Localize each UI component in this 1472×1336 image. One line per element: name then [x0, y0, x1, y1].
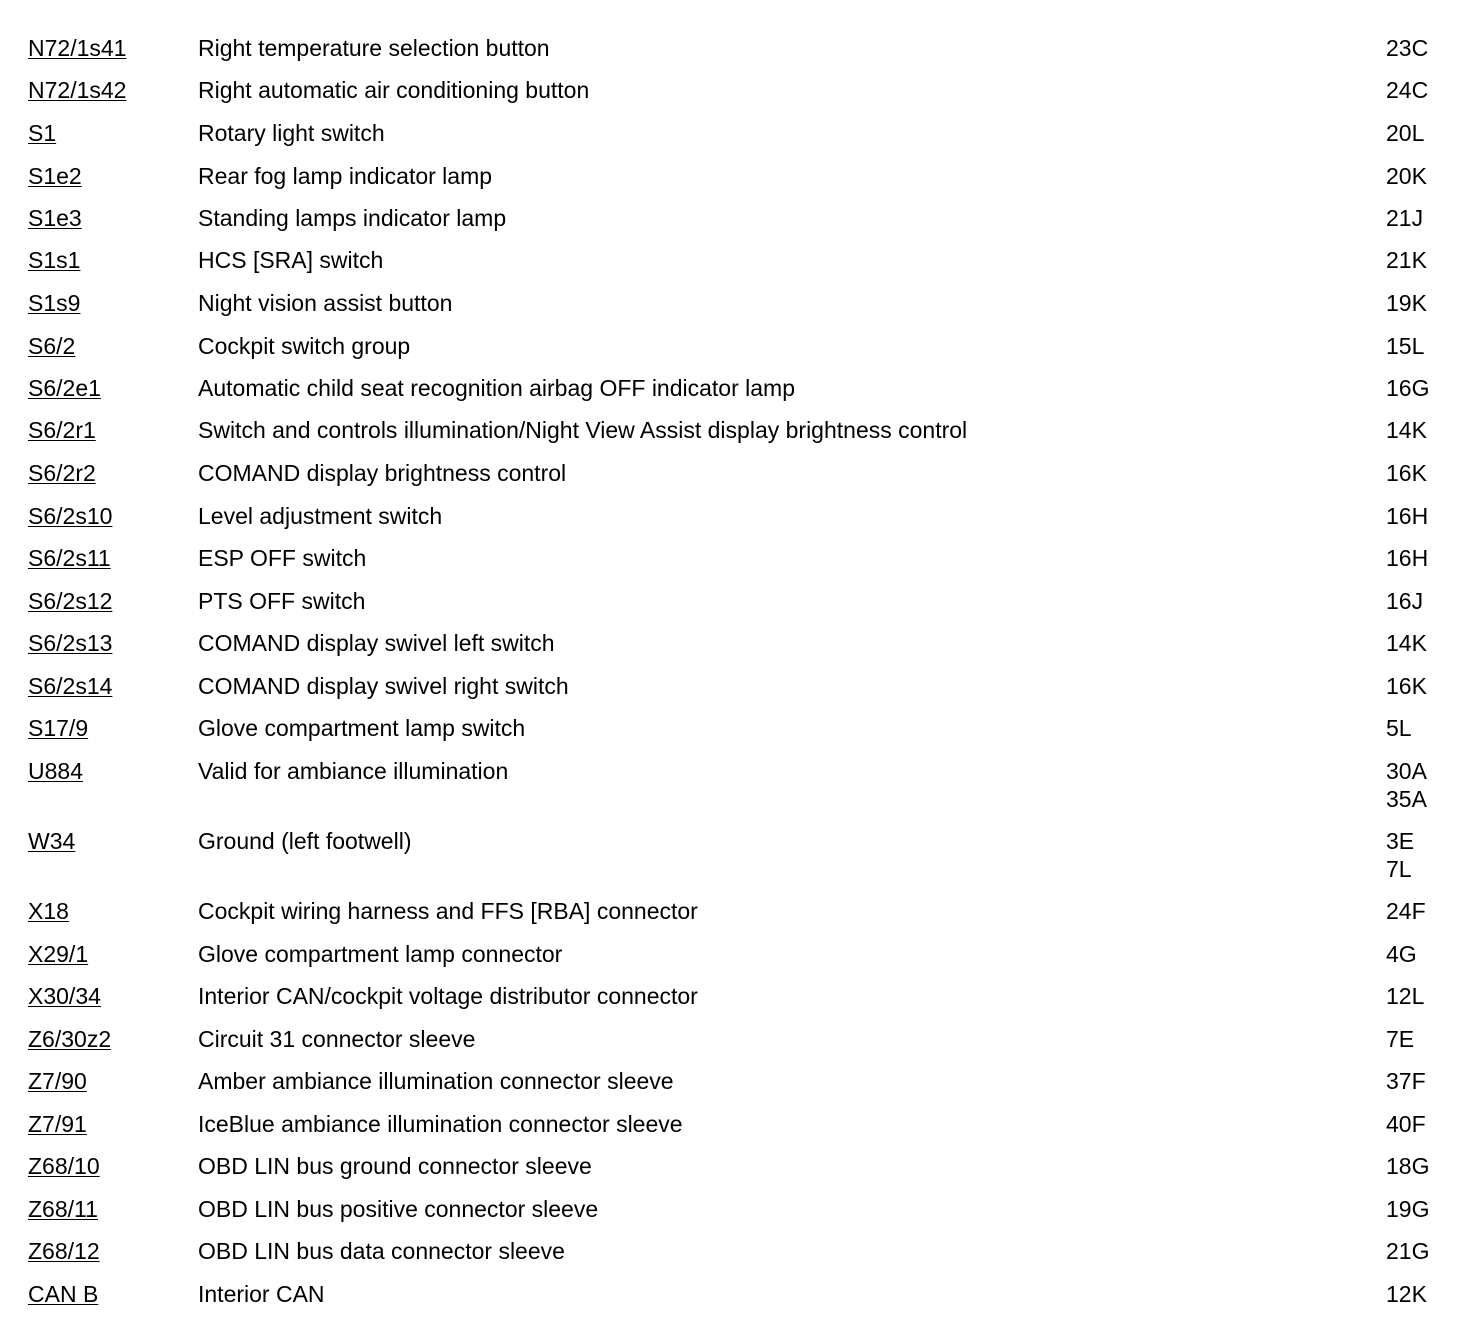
component-description: Right automatic air conditioning button	[198, 77, 590, 103]
component-code-link[interactable]: S1e3	[28, 205, 82, 231]
component-description: OBD LIN bus data connector sleeve	[198, 1238, 565, 1264]
grid-reference-value: 37F	[1386, 1068, 1426, 1094]
component-code-link[interactable]: Z7/91	[28, 1111, 87, 1137]
grid-reference-value: 7L	[1386, 856, 1412, 882]
grid-reference	[1386, 332, 1424, 360]
component-code-link[interactable]: S1e2	[28, 163, 82, 189]
grid-reference	[1386, 827, 1414, 883]
component-description: OBD LIN bus ground connector sleeve	[198, 1153, 592, 1179]
grid-reference-value: 18G	[1386, 1153, 1430, 1179]
grid-reference	[1386, 897, 1426, 925]
grid-reference	[1386, 757, 1427, 813]
grid-reference-value: 30A	[1386, 758, 1427, 784]
grid-reference-value: 24C	[1386, 77, 1429, 103]
component-description: COMAND display brightness control	[198, 460, 567, 486]
component-description: Level adjustment switch	[198, 503, 443, 529]
grid-reference	[1386, 940, 1417, 968]
grid-reference-value: 12L	[1386, 983, 1425, 1009]
component-code-link[interactable]: X18	[28, 898, 69, 924]
grid-reference	[1386, 502, 1428, 530]
grid-reference	[1386, 1237, 1429, 1265]
grid-reference	[1386, 459, 1427, 487]
grid-reference-value: 20L	[1386, 120, 1425, 146]
grid-reference-value: 4G	[1386, 941, 1417, 967]
component-code-link[interactable]: Z6/30z2	[28, 1026, 112, 1052]
grid-reference	[1386, 246, 1427, 274]
component-description: Standing lamps indicator lamp	[198, 205, 507, 231]
component-description: Interior CAN/cockpit voltage distributor connector	[198, 983, 698, 1009]
grid-reference-value: 16G	[1386, 375, 1430, 401]
grid-reference-value: 5L	[1386, 715, 1412, 741]
component-description: PTS OFF switch	[198, 588, 366, 614]
grid-reference	[1386, 1152, 1429, 1180]
component-code-link[interactable]: S6/2	[28, 333, 76, 359]
component-description: IceBlue ambiance illumination connector sleeve	[198, 1111, 683, 1137]
component-description: Interior CAN	[198, 1281, 325, 1307]
grid-reference-value: 21J	[1386, 205, 1424, 231]
grid-reference-value: 40F	[1386, 1111, 1426, 1137]
grid-reference	[1386, 34, 1428, 62]
component-code-link[interactable]: CAN B	[28, 1281, 99, 1307]
grid-reference-value: 19K	[1386, 290, 1427, 316]
component-code-link[interactable]: Z68/11	[28, 1196, 98, 1222]
component-code-link[interactable]: S6/2s14	[28, 673, 113, 699]
component-description: ESP OFF switch	[198, 545, 367, 571]
component-description: Rear fog lamp indicator lamp	[198, 163, 493, 189]
grid-reference-value: 19G	[1386, 1196, 1430, 1222]
component-description: Valid for ambiance illumination	[198, 758, 509, 784]
component-code-link[interactable]: N72/1s41	[28, 35, 127, 61]
grid-reference	[1386, 119, 1424, 147]
grid-reference-value: 7E	[1386, 1026, 1415, 1052]
grid-reference	[1386, 1110, 1426, 1138]
grid-reference	[1386, 982, 1424, 1010]
grid-reference	[1386, 629, 1427, 657]
grid-reference	[1386, 1025, 1414, 1053]
grid-reference-value: 35A	[1386, 786, 1427, 812]
grid-reference-value: 16H	[1386, 503, 1429, 529]
component-code-link[interactable]: S1	[28, 120, 57, 146]
grid-reference	[1386, 289, 1427, 317]
grid-reference	[1386, 76, 1428, 104]
grid-reference	[1386, 162, 1427, 190]
component-code-link[interactable]: S6/2r1	[28, 417, 96, 443]
component-code-link[interactable]: S6/2r2	[28, 460, 96, 486]
grid-reference-value: 21K	[1386, 247, 1427, 273]
component-description: COMAND display swivel left switch	[198, 630, 555, 656]
grid-reference-value: 14K	[1386, 417, 1427, 443]
component-code-link[interactable]: S6/2e1	[28, 375, 101, 401]
component-description: Cockpit switch group	[198, 333, 411, 359]
component-code-link[interactable]: W34	[28, 828, 76, 854]
grid-reference-value: 20K	[1386, 163, 1427, 189]
component-code-link[interactable]: X29/1	[28, 941, 89, 967]
component-code-link[interactable]: S6/2s10	[28, 503, 113, 529]
component-description: Switch and controls illumination/Night View Assist display brightness control	[198, 417, 968, 443]
component-description: Cockpit wiring harness and FFS [RBA] connector	[198, 898, 698, 924]
component-code-link[interactable]: Z68/10	[28, 1153, 100, 1179]
component-description: Right temperature selection button	[198, 35, 550, 61]
component-description: Glove compartment lamp switch	[198, 715, 526, 741]
component-code-link[interactable]: X30/34	[28, 983, 101, 1009]
component-description: Rotary light switch	[198, 120, 385, 146]
component-code-link[interactable]: S6/2s13	[28, 630, 113, 656]
component-description: OBD LIN bus positive connector sleeve	[198, 1196, 599, 1222]
component-code-link[interactable]: N72/1s42	[28, 77, 127, 103]
component-code-link[interactable]: S1s9	[28, 290, 81, 316]
grid-reference-value: 24F	[1386, 898, 1426, 924]
grid-reference-value: 21G	[1386, 1238, 1430, 1264]
grid-reference-value: 16H	[1386, 545, 1429, 571]
grid-reference	[1386, 1195, 1429, 1223]
component-description: Ground (left footwell)	[198, 828, 412, 854]
grid-reference-value: 16K	[1386, 673, 1427, 699]
grid-reference	[1386, 1067, 1426, 1095]
grid-reference-value: 23C	[1386, 35, 1429, 61]
grid-reference	[1386, 672, 1427, 700]
grid-reference	[1386, 544, 1428, 572]
component-code-link[interactable]: S6/2s11	[28, 545, 111, 571]
grid-reference	[1386, 416, 1427, 444]
grid-reference	[1386, 714, 1412, 742]
grid-reference-value: 15L	[1386, 333, 1425, 359]
component-description: Automatic child seat recognition airbag OFF indicator lamp	[198, 375, 796, 401]
grid-reference-value: 16K	[1386, 460, 1427, 486]
grid-reference-value: 3E	[1386, 828, 1415, 854]
component-description: Night vision assist button	[198, 290, 453, 316]
component-code-link[interactable]: S17/9	[28, 715, 89, 741]
grid-reference	[1386, 1280, 1427, 1308]
component-description: HCS [SRA] switch	[198, 247, 384, 273]
component-code-link[interactable]: Z68/12	[28, 1238, 100, 1264]
component-description: Amber ambiance illumination connector sleeve	[198, 1068, 674, 1094]
grid-reference	[1386, 204, 1423, 232]
component-description: COMAND display swivel right switch	[198, 673, 569, 699]
component-code-link[interactable]: U884	[28, 758, 83, 784]
component-description: Circuit 31 connector sleeve	[198, 1026, 476, 1052]
component-code-link[interactable]: S6/2s12	[28, 588, 113, 614]
grid-reference	[1386, 587, 1423, 615]
component-code-link[interactable]: Z7/90	[28, 1068, 87, 1094]
component-code-link[interactable]: S1s1	[28, 247, 81, 273]
component-description: Glove compartment lamp connector	[198, 941, 563, 967]
grid-reference	[1386, 374, 1429, 402]
grid-reference-value: 12K	[1386, 1281, 1427, 1307]
grid-reference-value: 16J	[1386, 588, 1424, 614]
grid-reference-value: 14K	[1386, 630, 1427, 656]
